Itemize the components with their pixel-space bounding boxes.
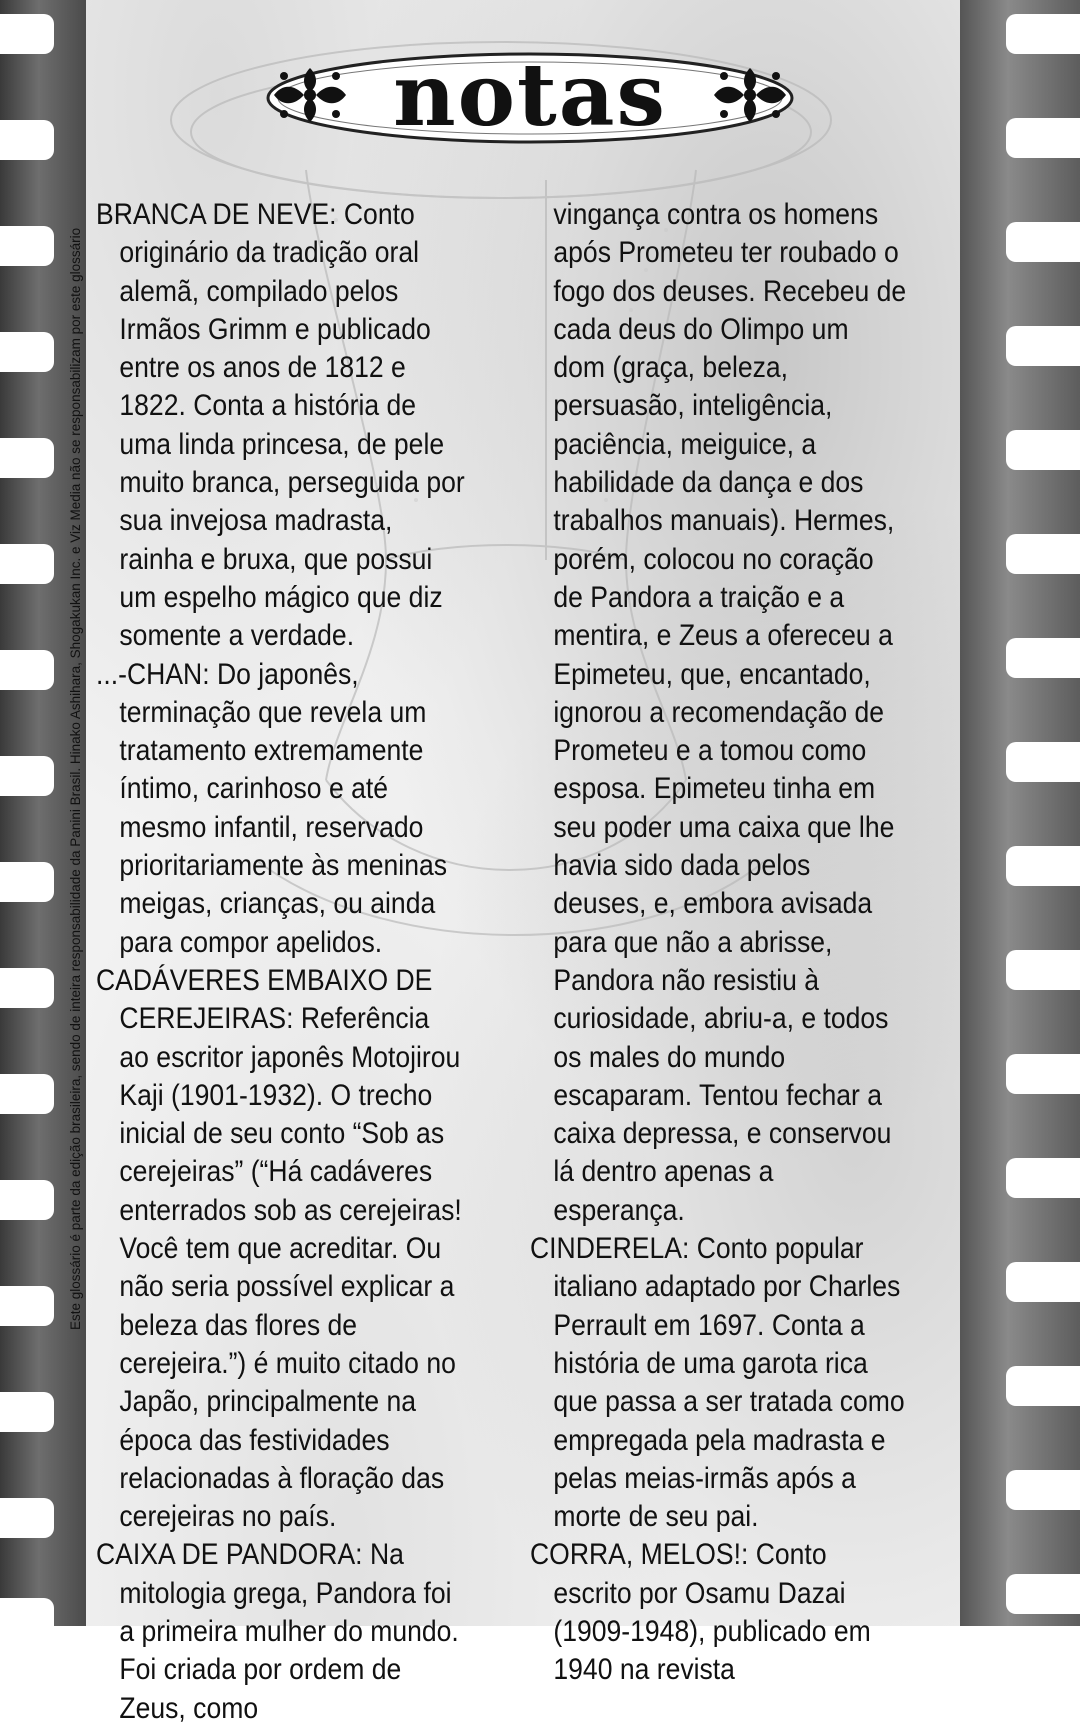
film-perforation [0,544,54,584]
glossary-entry [96,1536,465,1727]
glossary-definition: vingança contra os homens após Prometeu ter roubado o fogo dos deuses. Recebeu de cada deus do Olimpo um dom (graça, beleza, persuasão, inteligência, paciência, meiguice, a habilidade da dança e dos trabalhos manuais). Hermes, porém, colocou no coração de Pandora a traição e a mentira, e Zeus a ofereceu a Epimeteu, que, encantado, ignorou a recomendação de Prometeu e a tomou como esposa. Epimeteu tinha em seu poder uma caixa que lhe havia sido dada pelos deuses, e, embora avisada para que não a abrisse, Pandora não resistiu à curiosidade, abriu-a, e todos os males do mundo escaparam. Tentou fechar a caixa depressa, e conservou lá dentro apenas a esperança. [553,198,907,1227]
film-perforation [0,968,54,1008]
film-perforation [1006,846,1080,886]
film-perforation [1006,1262,1080,1302]
glossary-term: CORRA, MELOS!: [530,1538,749,1572]
film-perforation [1006,742,1080,782]
film-perforation [1006,950,1080,990]
film-perforation [1006,638,1080,678]
film-perforation [1006,430,1080,470]
film-perforation [1006,222,1080,262]
film-perforation [0,1286,54,1326]
film-perforation [1006,14,1080,54]
film-perforation [1006,534,1080,574]
glossary-term: CINDERELA: [530,1232,690,1266]
film-perforation [0,756,54,796]
film-perforation [0,1498,54,1538]
glossary-definition: Do japonês, terminação que revela um tratamento extremamente íntimo, carinhoso e até mesmo infantil, reservado prioritariamente às meninas meigas, crianças, ou ainda para compor apelidos. [119,657,448,959]
film-perforation [0,14,54,54]
film-perforation [0,650,54,690]
film-perforation [1006,1366,1080,1406]
glossary-entry [96,962,465,1536]
film-perforation [0,226,54,266]
glossary-entry [96,196,465,656]
glossary-term: CAIXA DE PANDORA: [96,1538,363,1572]
disclaimer-vertical-text: Este glossário é parte da edição brasileira, sendo de inteira responsabilidade da Panini Brasil. Hinako Ashihara, Shogakukan Inc. e Viz Media não se responsabilizam por este glossário [68,227,83,1330]
glossary-term: BRANCA DE NEVE: [96,198,337,231]
film-perforation [1006,118,1080,158]
fleur-ornament-icon [708,62,792,128]
film-perforation [1006,1158,1080,1198]
notes-header [260,40,800,150]
glossary-entry [96,656,465,962]
film-perforation [0,1180,54,1220]
glossary-term: CADÁVERES EMBAIXO DE CEREJEIRAS: [96,963,433,1036]
film-strip-right [960,0,1080,1626]
film-perforation [1006,1054,1080,1094]
film-perforation [0,438,54,478]
glossary-definition: Na mitologia grega, Pandora foi a primeira mulher do mundo. Foi criada por ordem de Zeus, como [119,1538,459,1725]
glossary-definition: Conto escrito por Osamu Dazai (1909-1948), publicado em 1940 na revista [553,1538,871,1687]
glossary-definition: Conto popular italiano adaptado por Charles Perrault em 1697. Conta a história de uma garota rica que passa a ser tratada como empregada pela madrasta e pelas meias-irmãs após a morte de seu pai. [553,1232,905,1534]
glossary-column-left [96,196,465,1728]
film-perforation [0,1074,54,1114]
glossary-definition: Conto originário da tradição oral alemã, compilado pelos Irmãos Grimm e publicado entre os anos de 1812 e 1822. Conta a história de uma linda princesa, de pele muito branca, perseguida por sua invejosa madrasta, rainha e bruxa, que possui um espelho mágico que diz somente a verdade. [119,198,465,653]
film-perforation [0,120,54,160]
film-perforation [0,332,54,372]
glossary-term: ...-CHAN: [96,657,210,691]
film-perforation [1006,326,1080,366]
film-perforation [1006,1470,1080,1510]
page-title: notas [393,45,667,146]
glossary-definition: Referência ao escritor japonês Motojirou Kaji (1901-1932). O trecho inicial de seu conto “Sob as cerejeiras” (“Há cadáveres enterrados sob as cerejeiras! Você tem que acreditar. Ou não seria possível explicar a beleza das flores de cerejeira.”) é muito citado no Japão, principalmente na época das festividades relacionadas à floração das cerejeiras no país. [119,1002,462,1534]
glossary-column-right [530,196,906,1690]
film-perforation [1006,1574,1080,1614]
glossary-entry [530,1230,906,1536]
glossary-entry-continuation [530,196,906,1230]
film-perforation [0,1392,54,1432]
film-perforation [0,1598,54,1638]
glossary-entry [530,1536,906,1689]
film-perforation [0,862,54,902]
